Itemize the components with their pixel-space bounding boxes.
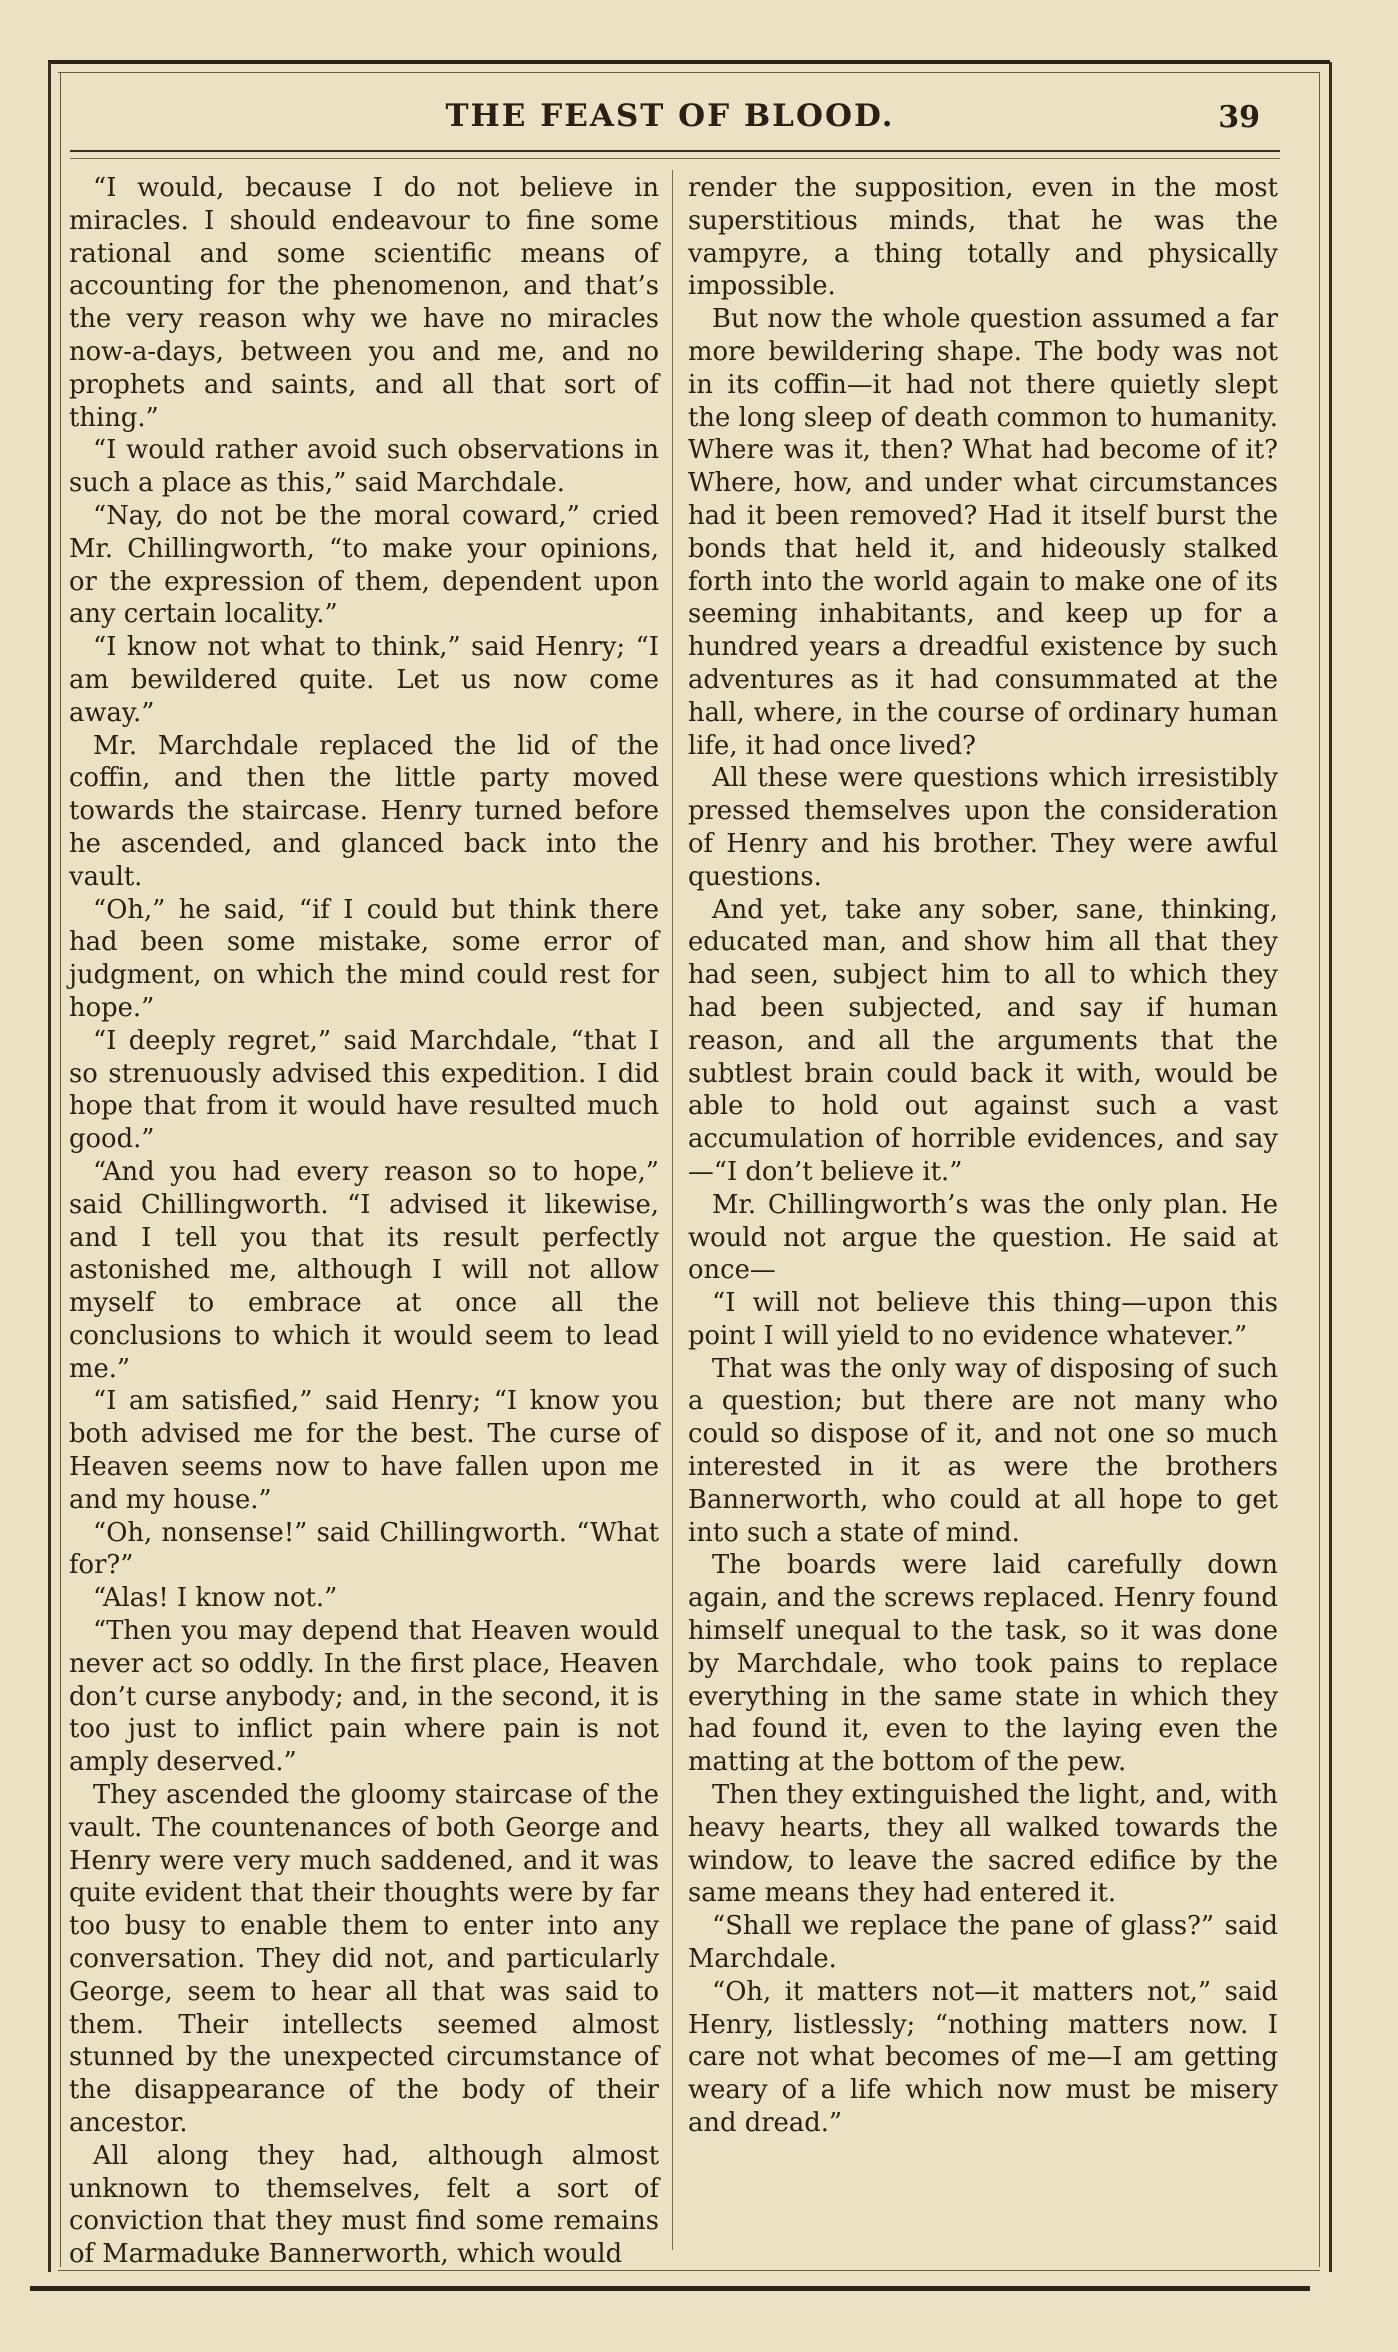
right-column	[688, 172, 1278, 2140]
paragraph: But now the whole question assumed a far more bewildering shape. The body was not in its coffin—it had not there quietly slept the long sleep of death common to humanity. Where was it, then? What had become of it? Where, how, and under what circumstances had it been removed? Had it itself burst the bonds that held it, and hideously stalked forth into the world again to make one of its seeming inhabitants, and keep up for a hundred years a dreadful existence by such adventures as it had consummated at the hall, where, in the course of ordinary human life, it had once lived?	[688, 304, 1278, 761]
paragraph: All along they had, although almost unknown to themselves, felt a sort of conviction that they must find some remains of Marmaduke Bannerworth, which would	[69, 2140, 659, 2270]
left-column	[69, 172, 659, 2271]
paragraph: “I would, because I do not believe in miracles. I should endeavour to fine some rational and some scientific means of accounting for the phenomenon, and that’s the very reason why we have no miracles now-a-days, between you and me, and no prophets and saints, and all that sort of thing.”	[69, 173, 659, 433]
paragraph: “I know not what to think,” said Henry; “I am bewildered quite. Let us now come away.”	[69, 632, 659, 728]
header-rule	[70, 150, 1280, 152]
page-number: 39	[1218, 100, 1260, 135]
page-header	[70, 94, 1270, 142]
header-rule-thin	[70, 158, 1280, 159]
paragraph: All these were questions which irresistibly pressed themselves upon the consideration of Henry and his brother. They were awful questions.	[688, 763, 1278, 892]
paragraph: “Shall we replace the pane of glass?” said Marchdale.	[688, 1911, 1278, 1975]
paragraph: “I would rather avoid such observations in such a place as this,” said Marchdale.	[69, 435, 659, 499]
paragraph: Mr. Chillingworth’s was the only plan. He would not argue the question. He said at once—	[688, 1189, 1278, 1286]
paragraph: “Oh, nonsense!” said Chillingworth. “What for?”	[69, 1517, 659, 1581]
paragraph: “I will not believe this thing—upon this point I will yield to no evidence whatever.”	[688, 1288, 1278, 1351]
paragraph: They ascended the gloomy staircase of the vault. The countenances of both George and Henry were very much saddened, and it was quite evident that their thoughts were by far too busy to enable them to enter into any conversation. They did not, and particularly George, seem to hear all that was said to them. Their intellects seemed almost stunned by the unexpected circumstance of the disappearance of the body of their ancestor.	[69, 1780, 659, 2139]
paragraph: “Then you may depend that Heaven would never act so oddly. In the first place, Heaven don’t curse anybody; and, in the second, it is too just to inflict pain where pain is not amply deserved.”	[69, 1616, 659, 1778]
paragraph: “Oh,” he said, “if I could but think there had been some mistake, some error of judgment, on which the mind could rest for hope.”	[69, 894, 659, 1023]
paragraph: “I deeply regret,” said Marchdale, “that I so strenuously advised this expedition. I did hope that from it would have resulted much good.”	[69, 1025, 659, 1155]
paragraph: And yet, take any sober, sane, thinking, educated man, and show him all that they had seen, subject him to all to which they had been subjected, and say if human reason, and all the arguments that the subtlest brain could back it with, would be able to hold out against such a vast accumulation of horrible evidences, and say—“I don’t believe it.”	[688, 894, 1278, 1187]
bottom-border-rule-thin	[58, 2270, 1320, 2271]
column-divider	[672, 170, 673, 2250]
paragraph: “Alas! I know not.”	[93, 1583, 338, 1614]
paragraph: “Oh, it matters not—it matters not,” said Henry, listlessly; “nothing matters now. I care not what becomes of me—I am getting weary of a life which now must be misery and dread.”	[688, 1976, 1278, 2139]
bottom-border-rule	[30, 2286, 1310, 2291]
paragraph: The boards were laid carefully down again, and the screws replaced. Henry found himself unequal to the task, so it was done by Marchdale, who took pains to replace everything in the same state in which they had found it, even to the laying even the matting at the bottom of the pew.	[688, 1550, 1278, 1778]
paragraph: “And you had every reason so to hope,” said Chillingworth. “I advised it likewise, and I tell you that its result perfectly astonished me, although I will not allow myself to embrace at once all the conclusions to which it would seem to lead me.”	[69, 1156, 659, 1384]
paragraph-continued: render the supposition, even in the most superstitious minds, that he was the vampyre, a thing totally and physically impossible.	[688, 173, 1278, 302]
paragraph: “I am satisfied,” said Henry; “I know you both advised me for the best. The curse of Heaven seems now to have fallen upon me and my house.”	[69, 1386, 659, 1515]
paragraph: Then they extinguished the light, and, with heavy hearts, they all walked towards the window, to leave the sacred edifice by the same means they had entered it.	[688, 1780, 1278, 1909]
paragraph: “Nay, do not be the moral coward,” cried Mr. Chillingworth, “to make your opinions, or the expression of them, dependent upon any certain locality.”	[69, 500, 659, 630]
running-title: THE FEAST OF BLOOD.	[445, 98, 895, 134]
paragraph: That was the only way of disposing of such a question; but there are not many who could so dispose of it, and not one so much interested in it as were the brothers Bannerworth, who could at all hope to get into such a state of mind.	[688, 1353, 1278, 1548]
paragraph: Mr. Marchdale replaced the lid of the coffin, and then the little party moved towards the staircase. Henry turned before he ascended, and glanced back into the vault.	[69, 730, 659, 892]
